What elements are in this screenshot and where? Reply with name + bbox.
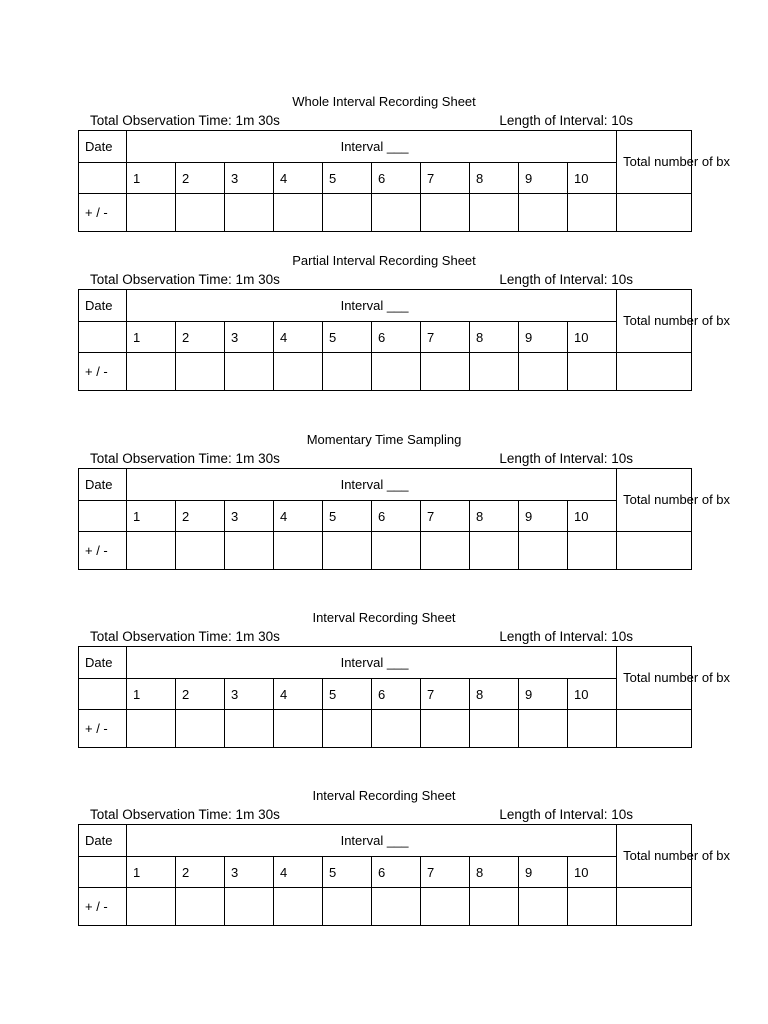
- date-value-cell[interactable]: [79, 857, 127, 888]
- interval-number: 9: [519, 501, 568, 532]
- record-row: [79, 194, 692, 232]
- record-cell[interactable]: [372, 353, 421, 391]
- sheet-title: Interval Recording Sheet: [312, 788, 456, 803]
- date-label: Date: [79, 469, 127, 501]
- total-value-cell[interactable]: [617, 710, 692, 748]
- total-observation-time: Total Observation Time: 1m 30s: [90, 629, 280, 644]
- interval-number: 4: [274, 501, 323, 532]
- record-cell[interactable]: [274, 710, 323, 748]
- interval-number: 5: [323, 501, 372, 532]
- sheet-title: Momentary Time Sampling: [306, 432, 462, 447]
- record-cell[interactable]: [568, 194, 617, 232]
- record-cell[interactable]: [274, 194, 323, 232]
- record-cell[interactable]: [127, 532, 176, 570]
- date-value-cell[interactable]: [79, 163, 127, 194]
- record-cell[interactable]: [176, 194, 225, 232]
- interval-number: 7: [421, 857, 470, 888]
- interval-number: 9: [519, 679, 568, 710]
- record-cell[interactable]: [274, 888, 323, 926]
- interval-number: 6: [372, 679, 421, 710]
- record-cell[interactable]: [568, 353, 617, 391]
- date-label: Date: [79, 290, 127, 322]
- sheet-title: Whole Interval Recording Sheet: [292, 94, 476, 109]
- length-of-interval: Length of Interval: 10s: [499, 451, 633, 466]
- total-observation-time: Total Observation Time: 1m 30s: [90, 451, 280, 466]
- record-cell[interactable]: [176, 710, 225, 748]
- record-cell[interactable]: [176, 888, 225, 926]
- record-cell[interactable]: [372, 194, 421, 232]
- plus-minus-label: + / -: [79, 353, 127, 391]
- interval-number: 8: [470, 679, 519, 710]
- interval-label: Interval ___: [127, 131, 617, 163]
- interval-number: 9: [519, 322, 568, 353]
- date-label: Date: [79, 647, 127, 679]
- length-of-interval: Length of Interval: 10s: [499, 629, 633, 644]
- record-cell[interactable]: [323, 532, 372, 570]
- interval-label: Interval ___: [127, 290, 617, 322]
- plus-minus-label: + / -: [79, 194, 127, 232]
- record-cell[interactable]: [519, 888, 568, 926]
- record-row: [79, 888, 692, 926]
- interval-number-row: [79, 857, 692, 888]
- header-row: [79, 131, 692, 163]
- interval-number: 7: [421, 679, 470, 710]
- record-cell[interactable]: [421, 353, 470, 391]
- record-row: [79, 353, 692, 391]
- interval-table: [78, 468, 731, 570]
- interval-number: 3: [225, 501, 274, 532]
- interval-table: [78, 824, 731, 926]
- total-value-cell[interactable]: [617, 353, 692, 391]
- total-value-cell[interactable]: [617, 888, 692, 926]
- record-cell[interactable]: [421, 532, 470, 570]
- plus-minus-label: + / -: [79, 888, 127, 926]
- total-number-label: Total number of bx: [617, 647, 692, 710]
- record-cell[interactable]: [176, 532, 225, 570]
- interval-table: [78, 646, 731, 748]
- record-cell[interactable]: [323, 194, 372, 232]
- record-cell[interactable]: [323, 353, 372, 391]
- interval-number: 3: [225, 857, 274, 888]
- interval-number: 6: [372, 322, 421, 353]
- record-cell[interactable]: [519, 710, 568, 748]
- record-cell[interactable]: [127, 194, 176, 232]
- plus-minus-label: + / -: [79, 532, 127, 570]
- total-number-label: Total number of bx: [617, 290, 692, 353]
- interval-number: 8: [470, 322, 519, 353]
- interval-number-row: [79, 501, 692, 532]
- interval-number: 3: [225, 322, 274, 353]
- interval-number-row: [79, 163, 692, 194]
- interval-number: 2: [176, 501, 225, 532]
- length-of-interval: Length of Interval: 10s: [499, 807, 633, 822]
- record-cell[interactable]: [470, 888, 519, 926]
- record-cell[interactable]: [519, 194, 568, 232]
- interval-number: 2: [176, 679, 225, 710]
- record-cell[interactable]: [421, 888, 470, 926]
- interval-number: 7: [421, 322, 470, 353]
- interval-number: 5: [323, 679, 372, 710]
- length-of-interval: Length of Interval: 10s: [499, 272, 633, 287]
- interval-number-row: [79, 679, 692, 710]
- record-cell[interactable]: [470, 532, 519, 570]
- header-row: [79, 290, 692, 322]
- record-row: [79, 710, 692, 748]
- record-cell[interactable]: [372, 710, 421, 748]
- record-cell[interactable]: [568, 710, 617, 748]
- plus-minus-label: + / -: [79, 710, 127, 748]
- interval-number: 10: [568, 679, 617, 710]
- interval-number: 10: [568, 857, 617, 888]
- date-value-cell[interactable]: [79, 322, 127, 353]
- record-cell[interactable]: [470, 353, 519, 391]
- header-row: [79, 825, 692, 857]
- interval-number: 10: [568, 501, 617, 532]
- total-value-cell[interactable]: [617, 532, 692, 570]
- sheet-title: Interval Recording Sheet: [312, 610, 456, 625]
- interval-number: 2: [176, 322, 225, 353]
- record-cell[interactable]: [323, 710, 372, 748]
- sheet-title: Partial Interval Recording Sheet: [292, 253, 476, 268]
- record-cell[interactable]: [225, 710, 274, 748]
- interval-table: [78, 130, 731, 232]
- interval-number: 1: [127, 163, 176, 194]
- interval-number: 2: [176, 857, 225, 888]
- interval-number: 5: [323, 163, 372, 194]
- interval-number: 5: [323, 857, 372, 888]
- interval-number: 8: [470, 163, 519, 194]
- interval-number: 1: [127, 679, 176, 710]
- interval-number: 10: [568, 322, 617, 353]
- date-label: Date: [79, 825, 127, 857]
- interval-label: Interval ___: [127, 647, 617, 679]
- record-cell[interactable]: [274, 532, 323, 570]
- total-number-label: Total number of bx: [617, 469, 692, 532]
- date-label: Date: [79, 131, 127, 163]
- interval-label: Interval ___: [127, 469, 617, 501]
- record-cell[interactable]: [470, 194, 519, 232]
- interval-number: 8: [470, 857, 519, 888]
- record-cell[interactable]: [372, 532, 421, 570]
- interval-number: 4: [274, 322, 323, 353]
- interval-number-row: [79, 322, 692, 353]
- record-cell[interactable]: [470, 710, 519, 748]
- record-cell[interactable]: [127, 710, 176, 748]
- interval-number: 1: [127, 322, 176, 353]
- total-observation-time: Total Observation Time: 1m 30s: [90, 113, 280, 128]
- record-cell[interactable]: [568, 888, 617, 926]
- interval-number: 4: [274, 163, 323, 194]
- date-value-cell[interactable]: [79, 679, 127, 710]
- interval-number: 6: [372, 857, 421, 888]
- interval-number: 6: [372, 501, 421, 532]
- record-cell[interactable]: [568, 532, 617, 570]
- record-cell[interactable]: [127, 888, 176, 926]
- interval-number: 3: [225, 679, 274, 710]
- total-observation-time: Total Observation Time: 1m 30s: [90, 272, 280, 287]
- interval-number: 5: [323, 322, 372, 353]
- interval-number: 6: [372, 163, 421, 194]
- interval-number: 10: [568, 163, 617, 194]
- total-number-label: Total number of bx: [617, 825, 692, 888]
- header-row: [79, 469, 692, 501]
- interval-number: 1: [127, 857, 176, 888]
- interval-table: [78, 289, 731, 391]
- record-cell[interactable]: [421, 710, 470, 748]
- record-cell[interactable]: [225, 194, 274, 232]
- record-cell[interactable]: [274, 353, 323, 391]
- record-cell[interactable]: [372, 888, 421, 926]
- header-row: [79, 647, 692, 679]
- total-observation-time: Total Observation Time: 1m 30s: [90, 807, 280, 822]
- record-cell[interactable]: [323, 888, 372, 926]
- interval-number: 8: [470, 501, 519, 532]
- total-number-label: Total number of bx: [617, 131, 692, 194]
- record-row: [79, 532, 692, 570]
- record-cell[interactable]: [225, 353, 274, 391]
- record-cell[interactable]: [176, 353, 225, 391]
- interval-number: 7: [421, 163, 470, 194]
- interval-number: 4: [274, 679, 323, 710]
- length-of-interval: Length of Interval: 10s: [499, 113, 633, 128]
- record-cell[interactable]: [225, 888, 274, 926]
- interval-label: Interval ___: [127, 825, 617, 857]
- interval-number: 2: [176, 163, 225, 194]
- record-cell[interactable]: [421, 194, 470, 232]
- record-cell[interactable]: [519, 353, 568, 391]
- date-value-cell[interactable]: [79, 501, 127, 532]
- interval-number: 4: [274, 857, 323, 888]
- record-cell[interactable]: [519, 532, 568, 570]
- record-cell[interactable]: [127, 353, 176, 391]
- total-value-cell[interactable]: [617, 194, 692, 232]
- interval-number: 3: [225, 163, 274, 194]
- interval-number: 9: [519, 857, 568, 888]
- interval-number: 9: [519, 163, 568, 194]
- record-cell[interactable]: [225, 532, 274, 570]
- interval-number: 1: [127, 501, 176, 532]
- interval-number: 7: [421, 501, 470, 532]
